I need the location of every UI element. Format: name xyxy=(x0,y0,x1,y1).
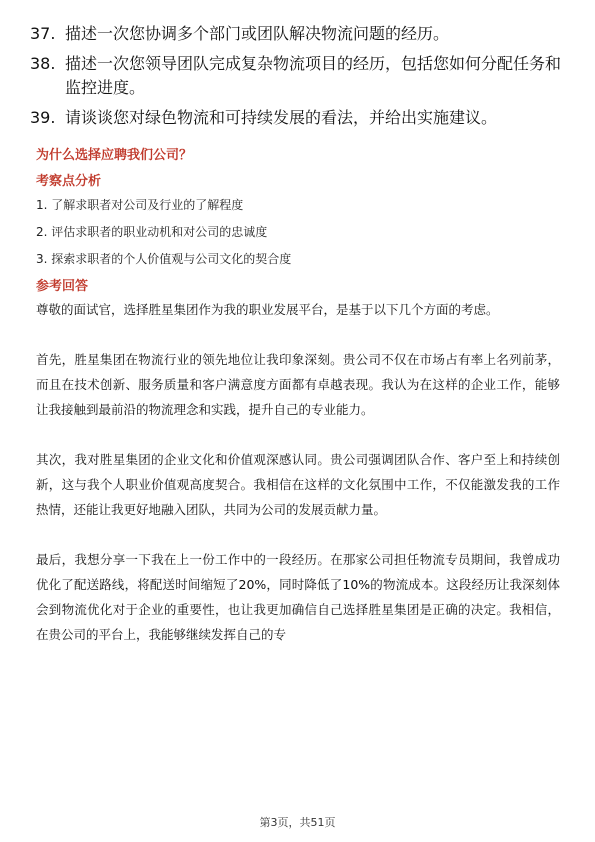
analysis-item: 1. 了解求职者对公司及行业的了解程度 xyxy=(36,198,244,212)
answer-paragraph: 其次，我对胜星集团的企业文化和价值观深感认同。贵公司强调团队合作、客户至上和持续创新，这与我个人职业价值观高度契合。我相信在这样的文化氛围中工作，不仅能激发我的工作热情，还能让我更好地融入团队，共同为公司的发展贡献力量。 xyxy=(36,452,560,517)
answer-paragraph: 首先，胜星集团在物流行业的领先地位让我印象深刻。贵公司不仅在市场占有率上名列前茅，而且在技术创新、服务质量和客户满意度方面都有卓越表现。我认为在这样的企业工作，能够让我接触到最前沿的物流理念和实践，提升自己的专业能力。 xyxy=(36,352,560,417)
question-number: 38. xyxy=(30,54,56,73)
answer-paragraph: 尊敬的面试官，选择胜星集团作为我的职业发展平台，是基于以下几个方面的考虑。 xyxy=(36,302,499,317)
question-text: 请谈谈您对绿色物流和可持续发展的看法，并给出实施建议。 xyxy=(65,108,498,127)
question-item xyxy=(30,106,570,130)
answer-section xyxy=(36,146,560,647)
question-list xyxy=(30,22,570,136)
answer-paragraph: 最后，我想分享一下我在上一份工作中的一段经历。在那家公司担任物流专员期间，我曾成功优化了配送路线，将配送时间缩短了20%，同时降低了10%的物流成本。这段经历让我深刻体会到物流优化对于企业的重要性，也让我更加确信自己选择胜星集团是正确的决定。我相信，在贵公司的平台上，我能够继续发挥自己的专 xyxy=(36,552,560,642)
page-number: 第3页，共51页 xyxy=(259,816,336,829)
analysis-heading: 考察点分析 xyxy=(36,174,102,189)
question-text: 描述一次您协调多个部门或团队解决物流问题的经历。 xyxy=(65,24,450,43)
section-title: 为什么选择应聘我们公司？ xyxy=(36,148,193,163)
question-item xyxy=(30,52,570,100)
analysis-item: 2. 评估求职者的职业动机和对公司的忠诚度 xyxy=(36,225,268,239)
answer-heading: 参考回答 xyxy=(36,279,89,294)
question-item xyxy=(30,22,570,46)
question-text: 描述一次您领导团队完成复杂物流项目的经历，包括您如何分配任务和监控进度。 xyxy=(65,54,562,97)
analysis-item: 3. 探索求职者的个人价值观与公司文化的契合度 xyxy=(36,252,292,266)
question-number: 39. xyxy=(30,108,56,127)
question-number: 37. xyxy=(30,24,56,43)
analysis-list xyxy=(36,196,560,268)
